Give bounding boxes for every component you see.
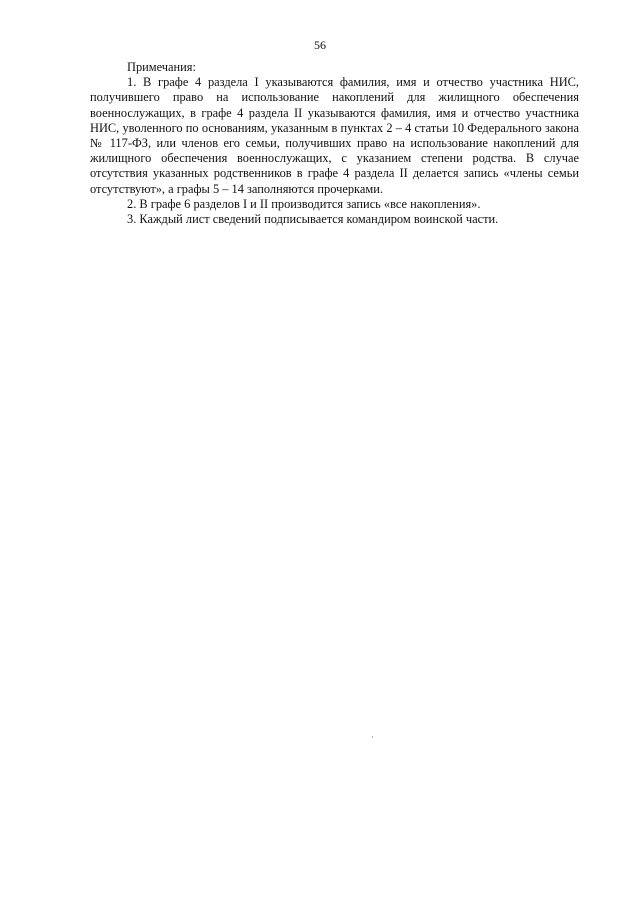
note-item-2: 2. В графе 6 разделов I и II производится запись «все накопления». (127, 196, 481, 211)
notes-section (90, 60, 579, 227)
notes-heading: Примечания: (127, 60, 196, 74)
note-item-1: 1. В графе 4 раздела I указываются фамилия, имя и отчество участника НИС, получившего право на использование накоплений для жилищного обеспечения военнослужащих, в графе 4 раздела II указываются фамилия, имя и отчество участника НИС, уволенного по основаниям, указанным в пунктах 2 – 4 статьи 10 Федерального закона № 117-ФЗ, или членов его семьи, получивших право на использование накоплений для жилищного обеспечения военнослужащих, с указанием степени родства. В случае отсутствия указанных родственников в графе 4 раздела II делается запись «члены семьи отсутствуют», а графы 5 – 14 заполняются прочерками. (90, 75, 579, 196)
page-number: 56 (314, 38, 326, 52)
scan-artifact (372, 736, 373, 738)
note-item-3: 3. Каждый лист сведений подписывается командиром воинской части. (127, 212, 499, 227)
